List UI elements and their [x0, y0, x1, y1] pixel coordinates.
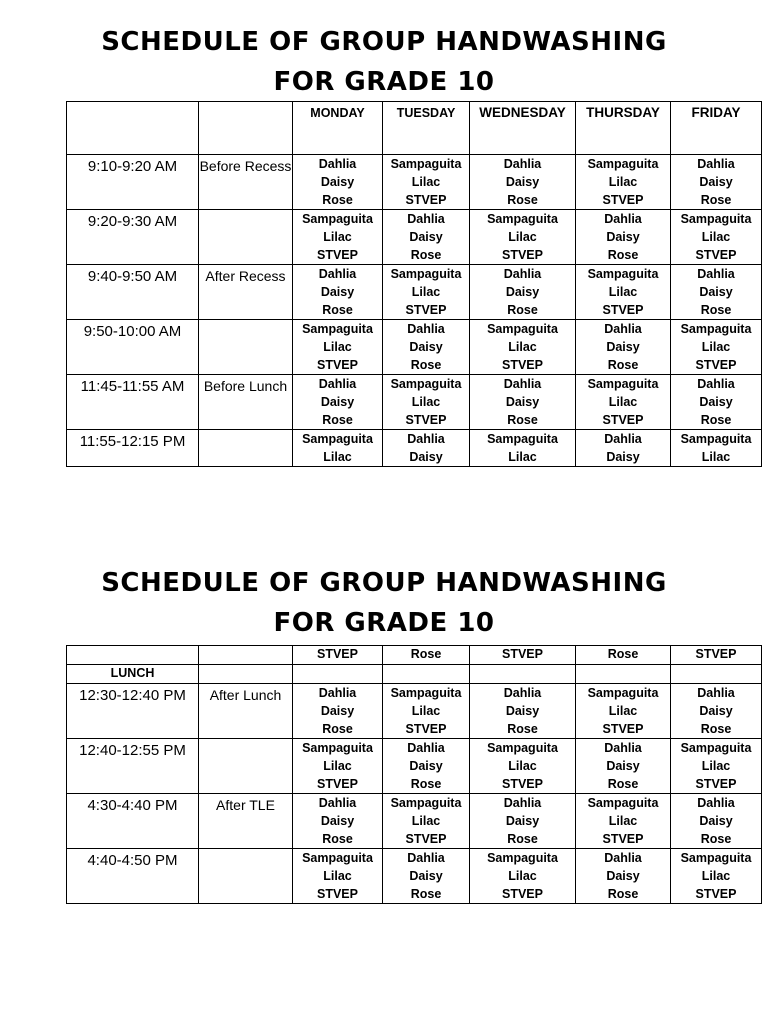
- group-name: Daisy: [320, 285, 355, 299]
- schedule-table-1: [66, 101, 762, 467]
- empty-cell: [293, 665, 383, 684]
- period-note: [199, 849, 293, 904]
- group-cell: [383, 155, 470, 210]
- table-row: [67, 849, 762, 904]
- group-name: Sampaguita: [587, 157, 659, 171]
- empty-cell: [470, 665, 576, 684]
- group-name: Daisy: [320, 175, 355, 189]
- group-name: STVEP: [602, 413, 644, 427]
- group-name: STVEP: [502, 777, 543, 791]
- group-name: Daisy: [320, 704, 355, 718]
- group-name: Sampaguita: [302, 322, 373, 336]
- group-name: Rose: [507, 303, 538, 317]
- period-note: [199, 739, 293, 794]
- group-name: STVEP: [502, 248, 543, 262]
- group-name: Sampaguita: [487, 851, 558, 865]
- group-cell: STVEP: [293, 646, 383, 665]
- group-name: Lilac: [608, 704, 638, 718]
- group-name: Lilac: [508, 230, 537, 244]
- group-cell: [576, 684, 671, 739]
- title-line-1: SCHEDULE OF GROUP HANDWASHING: [101, 568, 667, 598]
- group-name: Daisy: [409, 340, 443, 354]
- group-name: Lilac: [701, 450, 731, 464]
- group-name: Sampaguita: [680, 741, 752, 755]
- group-name: Daisy: [699, 175, 733, 189]
- group-name: Dahlia: [407, 741, 445, 755]
- group-cell: STVEP: [470, 646, 576, 665]
- group-name: Lilac: [411, 814, 441, 828]
- time-slot: 4:40-4:50 PM: [67, 849, 199, 904]
- group-cell: [383, 794, 470, 849]
- time-slot: 9:50-10:00 AM: [67, 320, 199, 375]
- group-name: Lilac: [701, 340, 731, 354]
- group-name: Daisy: [699, 285, 733, 299]
- group-name: STVEP: [317, 777, 358, 791]
- group-name: Rose: [700, 193, 732, 207]
- group-name: Dahlia: [604, 322, 642, 336]
- group-cell: [671, 684, 762, 739]
- group-name: Lilac: [608, 814, 638, 828]
- group-cell: [671, 849, 762, 904]
- table-row: [67, 320, 762, 375]
- group-name: Dahlia: [503, 796, 542, 810]
- group-name: Daisy: [409, 450, 443, 464]
- group-name: Daisy: [409, 759, 443, 773]
- group-cell: [383, 739, 470, 794]
- group-name: Sampaguita: [302, 432, 373, 446]
- group-name: Dahlia: [697, 377, 735, 391]
- group-name: Dahlia: [604, 212, 642, 226]
- group-cell: Rose: [383, 646, 470, 665]
- group-name: Sampaguita: [390, 796, 462, 810]
- table-row: [67, 430, 762, 467]
- day-header: MONDAY: [293, 102, 383, 155]
- group-cell: [383, 265, 470, 320]
- group-cell: [671, 210, 762, 265]
- group-name: Lilac: [411, 175, 441, 189]
- group-name: Sampaguita: [487, 212, 558, 226]
- group-name: Sampaguita: [680, 322, 752, 336]
- group-name: STVEP: [695, 887, 737, 901]
- schedule-table-2: [66, 645, 762, 904]
- group-cell: [383, 210, 470, 265]
- group-name: Sampaguita: [302, 212, 373, 226]
- group-name: STVEP: [405, 722, 447, 736]
- group-name: Sampaguita: [587, 377, 659, 391]
- group-name: STVEP: [602, 722, 644, 736]
- group-name: Daisy: [505, 814, 540, 828]
- group-name: Rose: [322, 303, 353, 317]
- group-cell: Rose: [576, 646, 671, 665]
- group-name: Daisy: [699, 704, 733, 718]
- lunch-label: LUNCH: [67, 665, 199, 684]
- day-header: TUESDAY: [383, 102, 470, 155]
- group-name: Daisy: [409, 230, 443, 244]
- group-name: Sampaguita: [390, 686, 462, 700]
- table-row: [67, 265, 762, 320]
- table-row: [67, 375, 762, 430]
- group-cell: [470, 849, 576, 904]
- group-cell: [671, 794, 762, 849]
- group-name: Lilac: [411, 395, 441, 409]
- group-cell: [293, 210, 383, 265]
- group-cell: [671, 375, 762, 430]
- group-cell: [470, 210, 576, 265]
- group-name: Rose: [410, 248, 442, 262]
- group-name: Daisy: [409, 869, 443, 883]
- group-name: Lilac: [323, 759, 352, 773]
- group-cell: [671, 739, 762, 794]
- group-name: Dahlia: [604, 432, 642, 446]
- group-cell: [576, 265, 671, 320]
- group-name: Lilac: [323, 450, 352, 464]
- group-name: Lilac: [701, 230, 731, 244]
- period-note: After TLE: [199, 794, 293, 849]
- group-name: STVEP: [317, 358, 358, 372]
- group-name: Lilac: [411, 704, 441, 718]
- group-cell: [671, 265, 762, 320]
- group-name: Dahlia: [407, 851, 445, 865]
- group-name: STVEP: [602, 303, 644, 317]
- group-cell: [293, 739, 383, 794]
- group-name: Lilac: [508, 869, 537, 883]
- group-cell: [470, 794, 576, 849]
- group-name: Daisy: [606, 450, 640, 464]
- group-cell: [293, 320, 383, 375]
- group-name: Dahlia: [318, 686, 357, 700]
- table-row: [67, 155, 762, 210]
- group-name: Dahlia: [604, 741, 642, 755]
- empty-cell: [576, 665, 671, 684]
- period-note: [199, 320, 293, 375]
- period-note: After Lunch: [199, 684, 293, 739]
- table-row: [67, 684, 762, 739]
- group-name: Dahlia: [318, 377, 357, 391]
- group-name: Rose: [507, 413, 538, 427]
- group-cell: [470, 265, 576, 320]
- top-row: [67, 646, 762, 665]
- group-cell: [470, 375, 576, 430]
- group-cell: [671, 155, 762, 210]
- group-name: Sampaguita: [487, 432, 558, 446]
- group-name: Daisy: [505, 704, 540, 718]
- group-cell: [383, 849, 470, 904]
- group-name: STVEP: [405, 303, 447, 317]
- table-row: [67, 210, 762, 265]
- time-slot: 11:45-11:55 AM: [67, 375, 199, 430]
- day-header: WEDNESDAY: [470, 102, 576, 155]
- empty-cell: [671, 665, 762, 684]
- table-row: [67, 739, 762, 794]
- group-name: Rose: [322, 832, 353, 846]
- time-slot: 9:40-9:50 AM: [67, 265, 199, 320]
- group-cell: [383, 320, 470, 375]
- group-name: Rose: [700, 832, 732, 846]
- period-note: Before Lunch: [199, 375, 293, 430]
- group-name: Dahlia: [318, 157, 357, 171]
- group-name: Rose: [507, 193, 538, 207]
- empty-cell: [199, 646, 293, 665]
- group-name: Sampaguita: [390, 267, 462, 281]
- group-cell: [576, 849, 671, 904]
- group-name: Daisy: [606, 230, 640, 244]
- group-name: Daisy: [606, 340, 640, 354]
- group-name: Lilac: [701, 759, 731, 773]
- group-name: Rose: [410, 887, 442, 901]
- group-cell: [470, 739, 576, 794]
- group-name: Sampaguita: [680, 212, 752, 226]
- group-name: Rose: [607, 887, 639, 901]
- header-empty-cell: [67, 102, 199, 155]
- group-name: Dahlia: [503, 267, 542, 281]
- group-name: STVEP: [502, 358, 543, 372]
- group-name: Rose: [507, 832, 538, 846]
- group-cell: [293, 684, 383, 739]
- group-cell: [293, 430, 383, 467]
- period-note: [199, 210, 293, 265]
- empty-cell: [383, 665, 470, 684]
- group-name: Dahlia: [407, 212, 445, 226]
- group-name: Dahlia: [697, 686, 735, 700]
- group-name: Rose: [607, 358, 639, 372]
- group-name: Rose: [410, 777, 442, 791]
- group-name: Rose: [322, 722, 353, 736]
- group-name: Rose: [410, 358, 442, 372]
- group-name: Lilac: [608, 395, 638, 409]
- group-cell: [293, 375, 383, 430]
- group-name: Sampaguita: [680, 432, 752, 446]
- group-name: Sampaguita: [587, 796, 659, 810]
- group-name: Lilac: [323, 230, 352, 244]
- group-name: Sampaguita: [587, 686, 659, 700]
- group-name: Sampaguita: [302, 851, 373, 865]
- group-name: STVEP: [405, 413, 447, 427]
- group-cell: [293, 794, 383, 849]
- group-cell: [470, 320, 576, 375]
- group-name: Lilac: [508, 450, 537, 464]
- group-name: Daisy: [505, 175, 540, 189]
- group-cell: [576, 430, 671, 467]
- period-note: After Recess: [199, 265, 293, 320]
- group-name: STVEP: [695, 358, 737, 372]
- group-name: STVEP: [405, 832, 447, 846]
- group-name: STVEP: [695, 248, 737, 262]
- group-name: STVEP: [502, 887, 543, 901]
- group-name: Sampaguita: [487, 741, 558, 755]
- group-name: Daisy: [320, 814, 355, 828]
- group-cell: [383, 375, 470, 430]
- lunch-row: [67, 665, 762, 684]
- group-name: STVEP: [317, 248, 358, 262]
- group-name: Dahlia: [697, 796, 735, 810]
- group-cell: STVEP: [671, 646, 762, 665]
- group-name: Rose: [322, 413, 353, 427]
- group-name: Sampaguita: [680, 851, 752, 865]
- group-cell: [470, 684, 576, 739]
- group-name: Lilac: [508, 759, 537, 773]
- group-name: Daisy: [699, 395, 733, 409]
- title-line-2: FOR GRADE 10: [273, 608, 495, 638]
- group-cell: [470, 430, 576, 467]
- group-name: Lilac: [608, 175, 638, 189]
- day-header: FRIDAY: [671, 102, 762, 155]
- group-name: STVEP: [695, 777, 737, 791]
- group-name: Rose: [607, 248, 639, 262]
- group-name: Daisy: [699, 814, 733, 828]
- group-name: Lilac: [701, 869, 731, 883]
- group-cell: [671, 320, 762, 375]
- group-name: STVEP: [602, 832, 644, 846]
- time-slot: 11:55-12:15 PM: [67, 430, 199, 467]
- table-header-row: [67, 102, 762, 155]
- group-cell: [293, 155, 383, 210]
- group-cell: [576, 794, 671, 849]
- group-cell: [576, 320, 671, 375]
- group-name: Dahlia: [318, 796, 357, 810]
- group-cell: [576, 739, 671, 794]
- period-note: Before Recess: [199, 155, 293, 210]
- group-name: Dahlia: [604, 851, 642, 865]
- group-cell: [383, 684, 470, 739]
- group-name: Lilac: [608, 285, 638, 299]
- group-name: Lilac: [323, 869, 352, 883]
- group-name: Rose: [700, 303, 732, 317]
- table-row: [67, 794, 762, 849]
- group-name: Dahlia: [503, 686, 542, 700]
- period-note: [199, 430, 293, 467]
- group-name: Dahlia: [697, 267, 735, 281]
- group-name: Dahlia: [407, 432, 445, 446]
- group-name: Sampaguita: [390, 377, 462, 391]
- group-name: Sampaguita: [302, 741, 373, 755]
- day-header: THURSDAY: [576, 102, 671, 155]
- group-name: Sampaguita: [487, 322, 558, 336]
- group-name: Rose: [607, 777, 639, 791]
- group-cell: [576, 375, 671, 430]
- group-name: Daisy: [320, 395, 355, 409]
- group-name: Lilac: [323, 340, 352, 354]
- time-slot: 4:30-4:40 PM: [67, 794, 199, 849]
- time-slot: 9:10-9:20 AM: [67, 155, 199, 210]
- title-line-1: SCHEDULE OF GROUP HANDWASHING: [101, 27, 667, 57]
- group-name: Lilac: [411, 285, 441, 299]
- table-body-1: [67, 155, 762, 467]
- group-name: Dahlia: [697, 157, 735, 171]
- schedule-title-2: [0, 563, 768, 643]
- title-line-2: FOR GRADE 10: [273, 67, 495, 97]
- group-name: Lilac: [508, 340, 537, 354]
- group-name: Daisy: [505, 395, 540, 409]
- header-empty-cell: [199, 102, 293, 155]
- group-name: Dahlia: [407, 322, 445, 336]
- group-name: Dahlia: [318, 267, 357, 281]
- group-cell: [470, 155, 576, 210]
- group-name: STVEP: [602, 193, 644, 207]
- group-name: STVEP: [317, 887, 358, 901]
- empty-cell: [67, 646, 199, 665]
- group-name: Rose: [700, 413, 732, 427]
- group-name: Rose: [507, 722, 538, 736]
- time-slot: 9:20-9:30 AM: [67, 210, 199, 265]
- empty-cell: [199, 665, 293, 684]
- group-cell: [293, 849, 383, 904]
- group-name: Sampaguita: [390, 157, 462, 171]
- group-cell: [576, 210, 671, 265]
- time-slot: 12:30-12:40 PM: [67, 684, 199, 739]
- group-name: Dahlia: [503, 157, 542, 171]
- schedule-title-1: [0, 22, 768, 102]
- group-name: Rose: [700, 722, 732, 736]
- group-name: Daisy: [505, 285, 540, 299]
- group-name: Rose: [322, 193, 353, 207]
- group-cell: [293, 265, 383, 320]
- group-cell: [383, 430, 470, 467]
- group-name: Daisy: [606, 869, 640, 883]
- group-name: Daisy: [606, 759, 640, 773]
- group-name: Sampaguita: [587, 267, 659, 281]
- group-cell: [671, 430, 762, 467]
- group-name: STVEP: [405, 193, 447, 207]
- group-name: Dahlia: [503, 377, 542, 391]
- time-slot: 12:40-12:55 PM: [67, 739, 199, 794]
- group-cell: [576, 155, 671, 210]
- table-body-2: [67, 684, 762, 904]
